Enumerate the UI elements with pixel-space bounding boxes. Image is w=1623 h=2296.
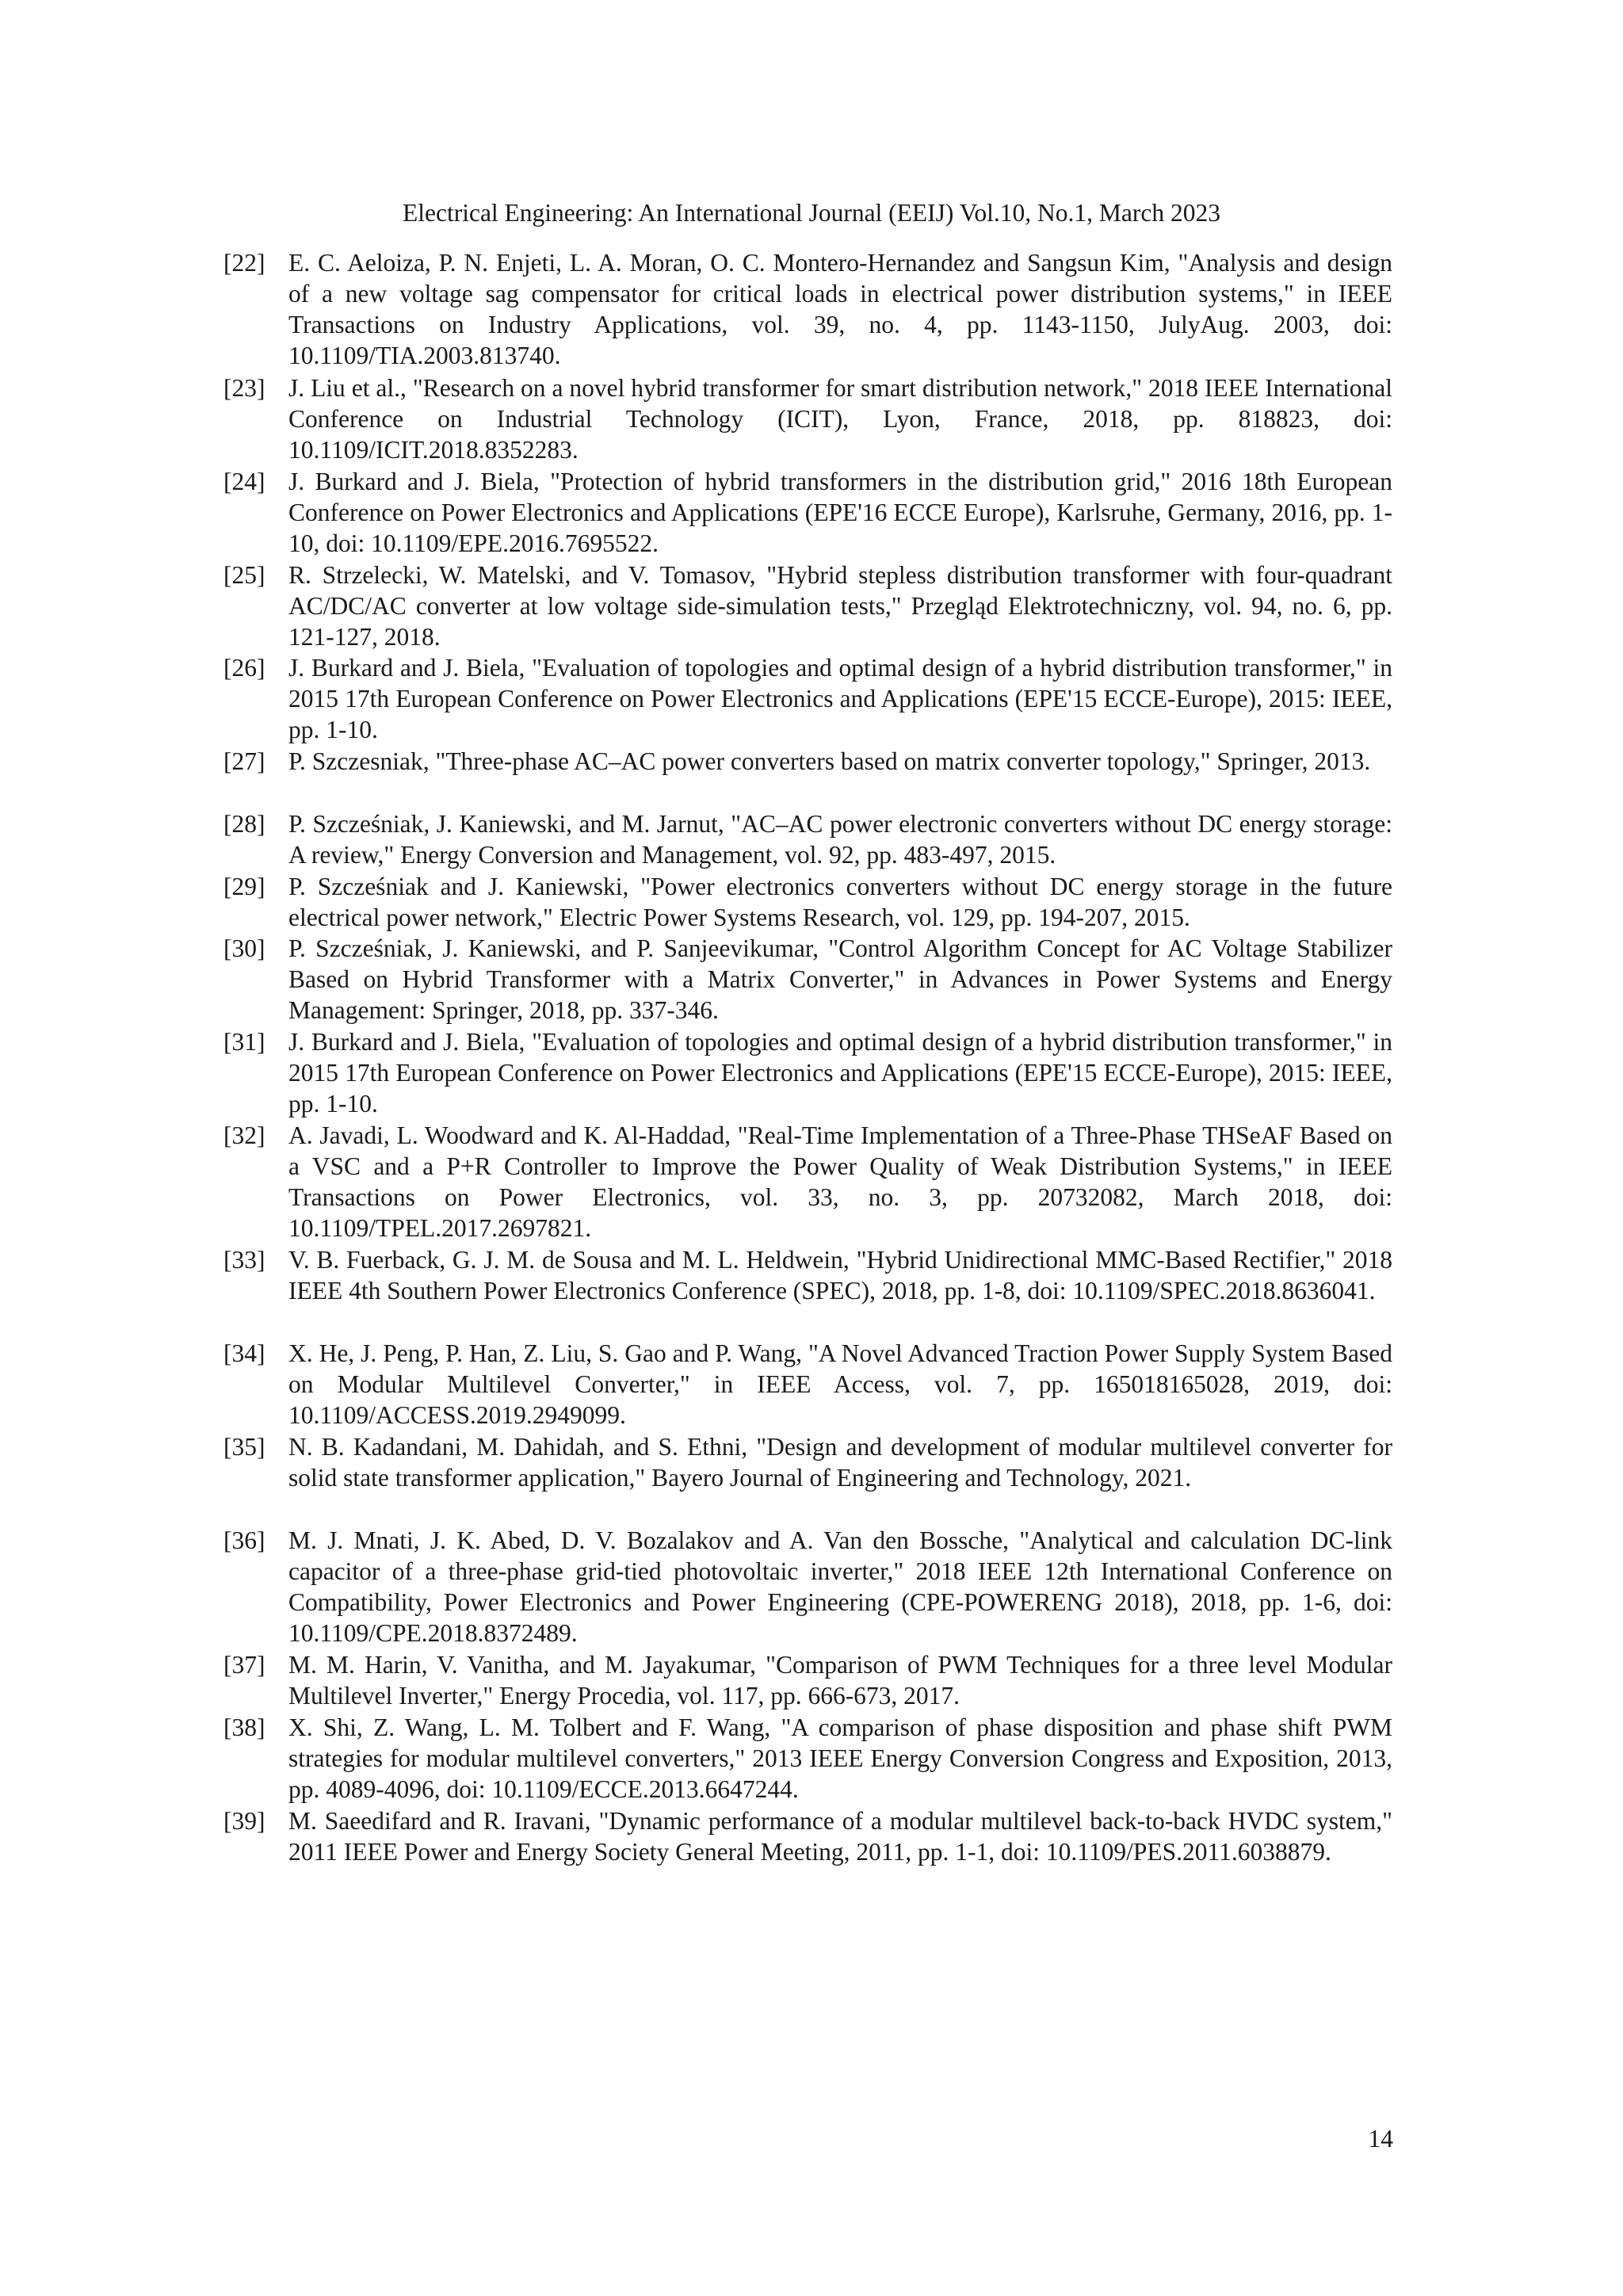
reference-number: [24] — [223, 468, 265, 495]
reference-number: [31] — [223, 1028, 265, 1056]
reference-number: [36] — [223, 1526, 265, 1554]
reference-number: [32] — [223, 1121, 265, 1149]
reference-number: [33] — [223, 1246, 265, 1274]
reference-text: M. M. Harin, V. Vanitha, and M. Jayakumar, "Comparison of PWM Techniques for a three level Modular Multilevel Inverter," Energy Procedia, vol. 117, pp. 666-673, 2017. — [288, 1651, 1392, 1710]
page-number: 14 — [1368, 2125, 1393, 2153]
reference-number: [27] — [223, 747, 265, 775]
journal-header: Electrical Engineering: An International Journal (EEIJ) Vol.10, No.1, March 2023 — [403, 199, 1220, 227]
reference-text: A. Javadi, L. Woodward and K. Al-Haddad, "Real-Time Implementation of a Three-Phase THSeAF Based on a VSC and a P+R Controller to Improve the Power Quality of Weak Distribution Systems," in IEEE Transactions on Power Electronics, vol. 33, no. 3, pp. 20732082, March 2018, doi: 10.1109/TPEL.2017.2697821. — [288, 1121, 1392, 1242]
reference-text: J. Burkard and J. Biela, "Evaluation of topologies and optimal design of a hybrid distribution transformer," in 2015 17th European Conference on Power Electronics and Applications (EPE'15 ECCE-Europe), 2015: IEEE, pp. 1-10. — [288, 654, 1392, 743]
reference-text: E. C. Aeloiza, P. N. Enjeti, L. A. Moran, O. C. Montero-Hernandez and Sangsun Kim, "Analysis and design of a new voltage sag compensator for critical loads in electrical power distribution systems," in IEEE Transactions on Industry Applications, vol. 39, no. 4, pp. 1143-1150, JulyAug. 2003, doi: 10.1109/TIA.2003.813740. — [288, 249, 1392, 369]
reference-text: P. Szczesniak, "Three-phase AC–AC power converters based on matrix converter topology," Springer, 2013. — [288, 747, 1371, 775]
reference-text: P. Szcześniak, J. Kaniewski, and P. Sanjeevikumar, "Control Algorithm Concept for AC Voltage Stabilizer Based on Hybrid Transformer with a Matrix Converter," in Advances in Power Systems and Energy Management: Springer, 2018, pp. 337-346. — [288, 934, 1392, 1024]
reference-text: N. B. Kadandani, M. Dahidah, and S. Ethni, "Design and development of modular multilevel converter for solid state transformer application," Bayero Journal of Engineering and Technology, 2021. — [288, 1433, 1392, 1492]
reference-text: M. J. Mnati, J. K. Abed, D. V. Bozalakov and A. Van den Bossche, "Analytical and calculation DC-link capacitor of a three-phase grid-tied photovoltaic inverter," 2018 IEEE 12th International Conference on Compatibility, Power Electronics and Power Engineering (CPE-POWERENG 2018), 2018, pp. 1-6, doi: 10.1109/CPE.2018.8372489. — [288, 1526, 1392, 1647]
reference-number: [29] — [223, 873, 265, 900]
reference-text: R. Strzelecki, W. Matelski, and V. Tomasov, "Hybrid stepless distribution transformer with four-quadrant AC/DC/AC converter at low voltage side-simulation tests," Przegląd Elektrotechniczny, vol. 94, no. 6, pp. 121-127, 2018. — [288, 561, 1392, 651]
reference-text: M. Saeedifard and R. Iravani, "Dynamic performance of a modular multilevel back-to-back HVDC system," 2011 IEEE Power and Energy Society General Meeting, 2011, pp. 1-1, doi: 10.1109/PES.2011.6038879. — [288, 1807, 1392, 1866]
reference-number: [23] — [223, 374, 265, 402]
reference-text: J. Liu et al., "Research on a novel hybrid transformer for smart distribution network," 2018 IEEE International Conference on Industrial Technology (ICIT), Lyon, France, 2018, pp. 818823, doi: 10.1109/ICIT.2018.8352283. — [288, 374, 1392, 464]
reference-text: X. He, J. Peng, P. Han, Z. Liu, S. Gao and P. Wang, "A Novel Advanced Traction Power Supply System Based on Modular Multilevel Converter," in IEEE Access, vol. 7, pp. 165018165028, 2019, doi: 10.1109/ACCESS.2019.2949099. — [288, 1339, 1392, 1429]
reference-number: [38] — [223, 1713, 265, 1741]
reference-number: [34] — [223, 1339, 265, 1367]
reference-number: [37] — [223, 1651, 265, 1679]
reference-number: [35] — [223, 1433, 265, 1461]
reference-text: P. Szcześniak, J. Kaniewski, and M. Jarnut, "AC–AC power electronic converters without DC energy storage: A review," Energy Conversion and Management, vol. 92, pp. 483-497, 2015. — [288, 810, 1392, 869]
reference-number: [26] — [223, 654, 265, 682]
reference-number: [28] — [223, 810, 265, 838]
reference-text: J. Burkard and J. Biela, "Evaluation of topologies and optimal design of a hybrid distribution transformer," in 2015 17th European Conference on Power Electronics and Applications (EPE'15 ECCE-Europe), 2015: IEEE, pp. 1-10. — [288, 1028, 1392, 1117]
reference-text: J. Burkard and J. Biela, "Protection of hybrid transformers in the distribution grid," 2016 18th European Conference on Power Electronics and Applications (EPE'16 ECCE Europe), Karlsruhe, Germany, 2016, pp. 1-10, doi: 10.1109/EPE.2016.7695522. — [288, 468, 1392, 557]
reference-number: [22] — [223, 249, 265, 277]
reference-number: [39] — [223, 1807, 265, 1835]
reference-text: X. Shi, Z. Wang, L. M. Tolbert and F. Wang, "A comparison of phase disposition and phase shift PWM strategies for modular multilevel converters," 2013 IEEE Energy Conversion Congress and Exposition, 2013, pp. 4089-4096, doi: 10.1109/ECCE.2013.6647244. — [288, 1713, 1392, 1803]
reference-text: V. B. Fuerback, G. J. M. de Sousa and M. L. Heldwein, "Hybrid Unidirectional MMC-Based Rectifier," 2018 IEEE 4th Southern Power Electronics Conference (SPEC), 2018, pp. 1-8, doi: 10.1109/SPEC.2018.8636041. — [288, 1246, 1392, 1305]
reference-text: P. Szcześniak and J. Kaniewski, "Power electronics converters without DC energy storage in the future electrical power network," Electric Power Systems Research, vol. 129, pp. 194-207, 2015. — [288, 873, 1392, 931]
reference-number: [25] — [223, 561, 265, 589]
reference-number: [30] — [223, 934, 265, 962]
